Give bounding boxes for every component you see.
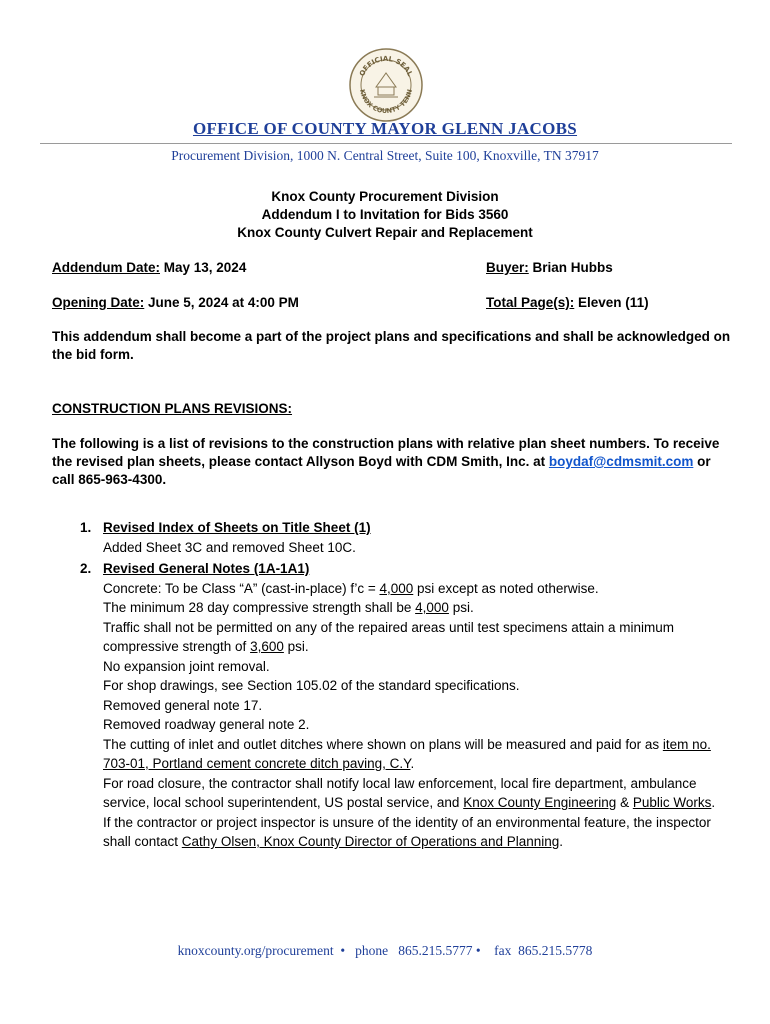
item-number: 1. — [80, 520, 92, 535]
revisions-intro — [52, 435, 732, 489]
opening-date-value: June 5, 2024 at 4:00 PM — [148, 295, 299, 310]
revisions-intro-text: The following is a list of revisions to the construction plans with relative plan sheet numbers. To receive the revised plan sheets, please contact Allyson Boyd with CDM Smith, Inc. at — [52, 436, 720, 469]
item-title: Revised General Notes (1A-1A1) — [103, 561, 310, 576]
list-item — [80, 559, 730, 852]
addendum-date-label: Addendum Date: — [52, 260, 160, 275]
buyer-label: Buyer: — [486, 260, 529, 275]
section-title: CONSTRUCTION PLANS REVISIONS: — [52, 401, 293, 416]
heading-line-1: Knox County Procurement Division — [271, 189, 499, 204]
note-environmental: If the contractor or project inspector is unsure of the identity of an environmental feature, the inspector shall contact Cathy Olsen, Knox County Director of Operations and Planning. — [103, 814, 711, 849]
note-strength: The minimum 28 day compressive strength shall be 4,000 psi. — [103, 600, 474, 615]
email-link[interactable]: boydaf@cdmsmit.com — [548, 454, 694, 469]
buyer — [486, 260, 613, 275]
revisions-list — [80, 518, 730, 852]
addendum-date — [52, 260, 246, 275]
total-pages — [486, 295, 649, 310]
county-seal-logo — [348, 47, 424, 123]
revisions-intro-phone: or call 865-963-4300. — [52, 454, 711, 487]
note-shop-drawings: For shop drawings, see Section 105.02 of the standard specifications. — [103, 678, 520, 693]
office-address: Procurement Division, 1000 N. Central Street, Suite 100, Knoxville, TN 37917 — [171, 148, 599, 163]
svg-text:OFFICIAL SEAL: OFFICIAL SEAL — [357, 54, 415, 78]
note-concrete: Concrete: To be Class “A” (cast-in-place) f’c = 4,000 psi except as noted otherwise. — [103, 580, 599, 596]
item-line: Added Sheet 3C and removed Sheet 10C. — [103, 539, 356, 555]
total-pages-label: Total Page(s): — [486, 295, 575, 310]
office-title: OFFICE OF COUNTY MAYOR GLENN JACOBS — [192, 119, 578, 138]
item-title: Revised Index of Sheets on Title Sheet (1) — [103, 520, 371, 535]
document-heading — [0, 188, 770, 242]
total-pages-value: Eleven (11) — [578, 295, 649, 310]
note-expansion: No expansion joint removal. — [103, 658, 270, 674]
opening-date — [52, 295, 299, 310]
list-item — [80, 518, 730, 557]
svg-text:KNOX COUNTY TENN: KNOX COUNTY TENN — [358, 88, 414, 116]
note-traffic: Traffic shall not be permitted on any of the repaired areas until test specimens attain a minimum compressive strength of 3,600 psi. — [103, 619, 675, 654]
heading-line-2: Addendum I to Invitation for Bids 3560 — [261, 207, 509, 222]
buyer-value: Brian Hubbs — [532, 260, 613, 275]
intro-paragraph: This addendum shall become a part of the project plans and specifications and shall be acknowledged on the bid form. — [52, 329, 731, 362]
note-removed-roadway: Removed roadway general note 2. — [103, 717, 310, 732]
heading-line-3: Knox County Culvert Repair and Replacement — [237, 225, 533, 240]
header-divider — [40, 143, 732, 144]
note-removed-17: Removed general note 17. — [103, 697, 263, 713]
note-cutting: The cutting of inlet and outlet ditches where shown on plans will be measured and paid for as item no. 703-01, Portland cement concrete ditch paving, C.Y. — [103, 736, 711, 771]
opening-date-label: Opening Date: — [52, 295, 145, 310]
page-footer: knoxcounty.org/procurement • phone 865.215.5777 • fax 865.215.5778 — [177, 943, 593, 958]
note-road-closure: For road closure, the contractor shall notify local law enforcement, local fire department, ambulance service, local school superintendent, US postal service, and Knox County Engineering & Public Works. — [103, 775, 716, 810]
addendum-date-value: May 13, 2024 — [163, 260, 247, 275]
item-number: 2. — [80, 561, 92, 576]
